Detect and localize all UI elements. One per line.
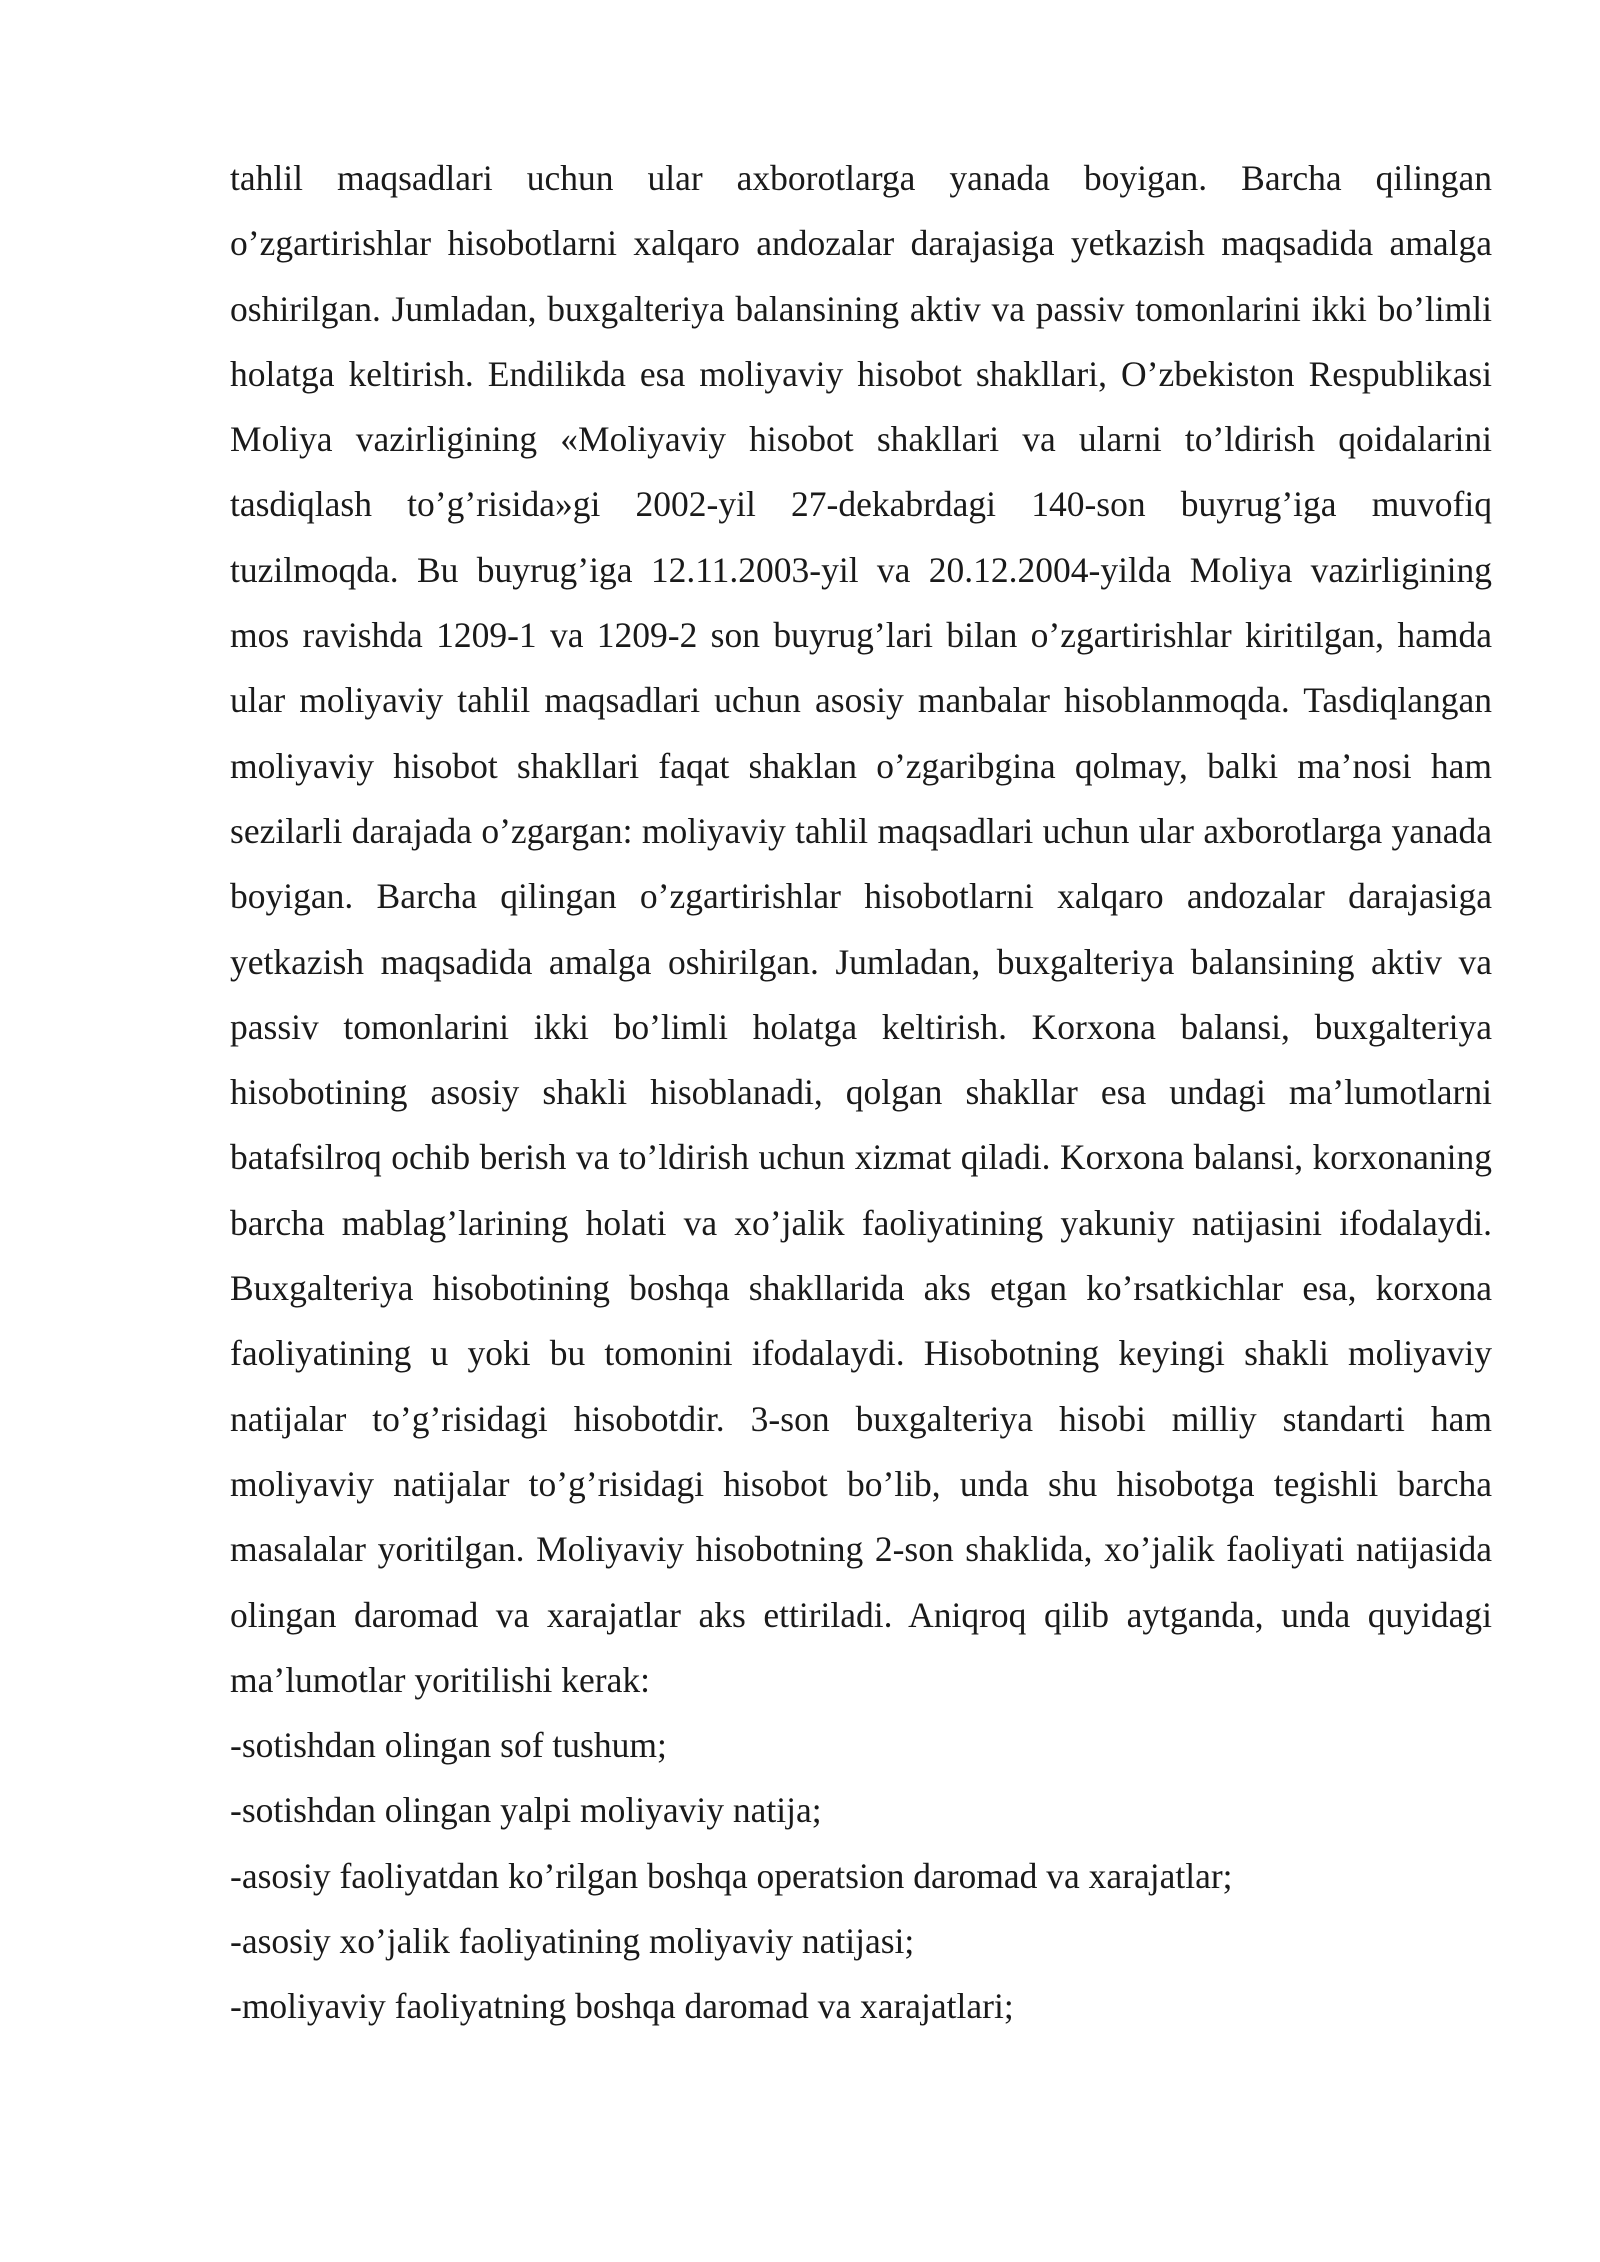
list-item: -asosiy xo’jalik faoliyatining moliyaviy natijasi; (230, 1921, 915, 1962)
document-body (230, 146, 1492, 2040)
list-item: -moliyaviy faoliyatning boshqa daromad va xarajatlari; (230, 1986, 1014, 2027)
bullet-list (230, 1713, 1492, 2039)
list-item: -sotishdan olingan sof tushum; (230, 1725, 667, 1766)
body-paragraph: tahlil maqsadlari uchun ular axborotlarga yanada boyigan. Barcha qilingan o’zgartirishlar hisobotlarni xalqaro andozalar darajasiga yetkazish maqsadida amalga oshirilgan. Jumladan, buxgalteriya balansining aktiv va passiv tomonlarini ikki bo’limli holatga keltirish. Endilikda esa moliyaviy hisobot shakllari, O’zbekiston Respublikasi Moliya vazirligining «Moliyaviy hisobot shakllari va ularni to’ldirish qoidalarini tasdiqlash to’g’risida»gi 2002-yil 27-dekabrdagi 140-son buyrug’iga muvofiq tuzilmoqda. Bu buyrug’iga 12.11.2003-yil va 20.12.2004-yilda Moliya vazirligining mos ravishda 1209-1 va 1209-2 son buyrug’lari bilan o’zgartirishlar kiritilgan, hamda ular moliyaviy tahlil maqsadlari uchun asosiy manbalar hisoblanmoqda. Tasdiqlangan moliyaviy hisobot shakllari faqat shaklan o’zgaribgina qolmay, balki ma’nosi ham sezilarli darajada o’zgargan: moliyaviy tahlil maqsadlari uchun ular axborotlarga yanada boyigan. Barcha qilingan o’zgartirishlar hisobotlarni xalqaro andozalar darajasiga yetkazish maqsadida amalga oshirilgan. Jumladan, buxgalteriya balansining aktiv va passiv tomonlarini ikki bo’limli holatga keltirish. Korxona balansi, buxgalteriya hisobotining asosiy shakli hisoblanadi, qolgan shakllar esa undagi ma’lumotlarni batafsilroq ochib berish va to’ldirish uchun xizmat qiladi. Korxona balansi, korxonaning barcha mablag’larining holati va xo’jalik faoliyatining yakuniy natijasini ifodalaydi. Buxgalteriya hisobotining boshqa shakllarida aks etgan ko’rsatkichlar esa, korxona faoliyatining u yoki bu tomonini ifodalaydi. Hisobotning keyingi shakli moliyaviy natijalar to’g’risidagi hisobotdir. 3-son buxgalteriya hisobi milliy standarti ham moliyaviy natijalar to’g’risidagi hisobot bo’lib, unda shu hisobotga tegishli barcha masalalar yoritilgan. Moliyaviy hisobotning 2-son shaklida, xo’jalik faoliyati natijasida olingan daromad va xarajatlar aks ettiriladi. Aniqroq qilib aytganda, unda quyidagi ma’lumotlar yoritilishi kerak: (230, 158, 1492, 1700)
list-item: -asosiy faoliyatdan ko’rilgan boshqa operatsion daromad va xarajatlar; (230, 1855, 1233, 1896)
list-item: -sotishdan olingan yalpi moliyaviy natija; (230, 1790, 822, 1831)
